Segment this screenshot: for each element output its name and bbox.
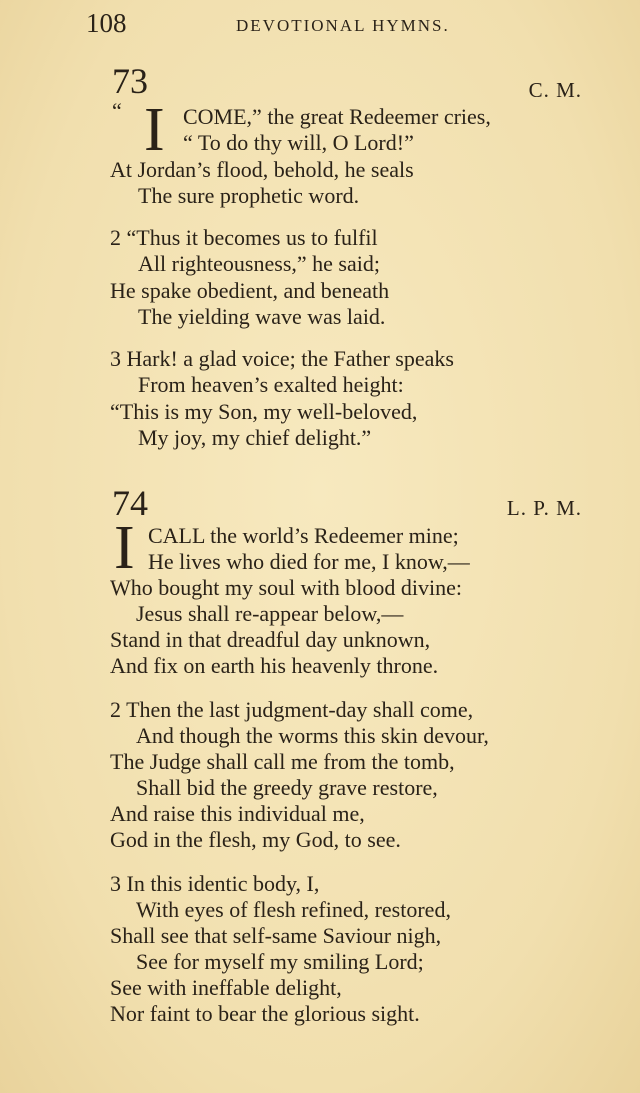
verse-line: At Jordan’s flood, behold, he seals	[110, 157, 414, 182]
verse-line: The sure prophetic word.	[138, 183, 360, 208]
verse-line: Stand in that dreadful day unknown,	[110, 627, 431, 652]
verse-line: He spake obedient, and beneath	[110, 278, 390, 303]
verse-line: All righteousness,” he said;	[138, 251, 380, 276]
hymn-number: 74	[112, 483, 148, 523]
verse-line: “ To do thy will, O Lord!”	[183, 130, 414, 155]
verse-line: With eyes of flesh refined, restored,	[136, 897, 451, 922]
verse-line: “This is my Son, my well-beloved,	[110, 399, 418, 424]
verse-line: See for myself my smiling Lord;	[136, 949, 424, 974]
verse-line: From heaven’s exalted height:	[138, 372, 404, 397]
verse-line: He lives who died for me, I know,—	[148, 549, 470, 574]
verse-line: COME,” the great Redeemer cries,	[183, 104, 491, 129]
verse-line: Who bought my soul with blood divine:	[110, 575, 462, 600]
verse-line: 3 In this identic body, I,	[110, 871, 320, 896]
verse-line: Nor faint to bear the glorious sight.	[110, 1001, 420, 1026]
verse-line: And raise this individual me,	[110, 801, 365, 826]
drop-cap: I	[144, 96, 165, 164]
verse-line: The yielding wave was laid.	[138, 304, 386, 329]
hymn-73	[108, 60, 598, 460]
drop-cap: I	[114, 514, 135, 582]
verse-line: The Judge shall call me from the tomb,	[110, 749, 455, 774]
verse-line: And fix on earth his heavenly throne.	[110, 653, 439, 678]
hymn-meter: C. M.	[528, 78, 582, 102]
hymn-meter: L. P. M.	[506, 496, 582, 520]
verse-line: And though the worms this skin devour,	[136, 723, 489, 748]
verse-line: God in the flesh, my God, to see.	[110, 827, 401, 852]
hymn-number: 73	[112, 61, 148, 101]
verse-line: My joy, my chief delight.”	[138, 425, 372, 450]
verse-line: 3 Hark! a glad voice; the Father speaks	[110, 346, 454, 371]
running-title: DEVOTIONAL HYMNS.	[236, 16, 450, 35]
running-header	[86, 8, 616, 38]
hymn-74	[108, 482, 598, 1042]
verse-line: Shall bid the greedy grave restore,	[136, 775, 438, 800]
verse-line: 2 “Thus it becomes us to fulfil	[110, 225, 378, 250]
verse-line: Jesus shall re-appear below,—	[136, 601, 404, 626]
verse-line: Shall see that self-same Saviour nigh,	[110, 923, 442, 948]
page-number: 108	[86, 8, 127, 38]
verse-line: 2 Then the last judgment-day shall come,	[110, 697, 474, 722]
verse-line: See with ineffable delight,	[110, 975, 342, 1000]
opening-quote: “	[112, 98, 122, 123]
verse-line: CALL the world’s Redeemer mine;	[148, 523, 459, 548]
